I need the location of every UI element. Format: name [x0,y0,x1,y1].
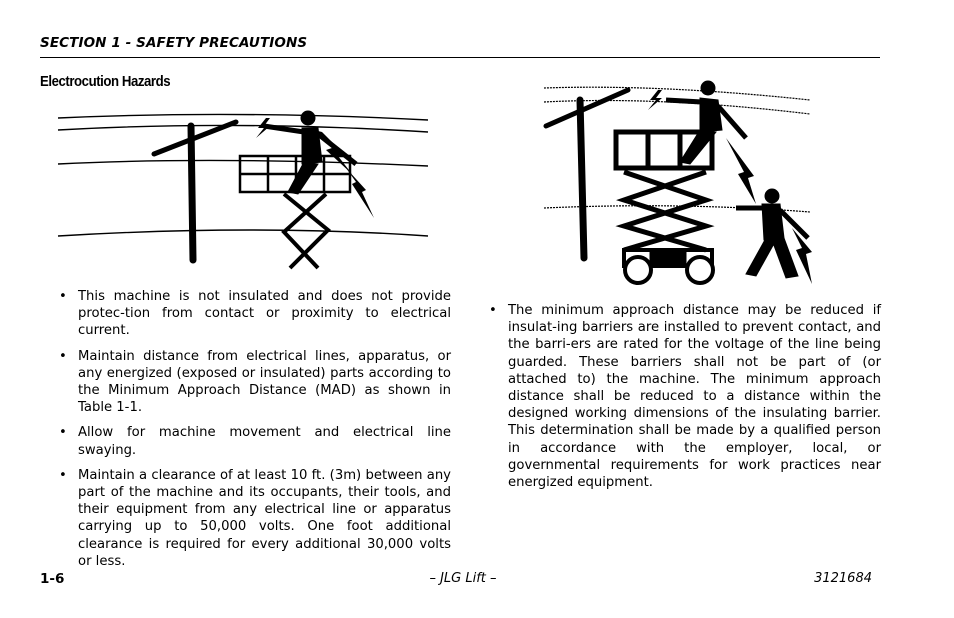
list-item: • This machine is not insulated and does not provide protec-tion from contact or proximity to electrical current. [67,288,451,340]
list-item: • Maintain distance from electrical lines, apparatus, or any energized (exposed or insulated) parts according to the Minimum Approach Distance (MAD) as shown in Table 1-1. [67,348,451,417]
section-title: SECTION 1 - SAFETY PRECAUTIONS [40,35,308,51]
subheading-electrocution-hazards: Electrocution Hazards [40,73,171,90]
electrocution-boom-lift-illustration-icon [56,104,430,272]
document-number: 3121684 [814,571,872,586]
page-number: 1-6 [40,571,65,587]
footer-brand: – JLG Lift – [429,571,497,586]
list-item: • The minimum approach distance may be reduced if insulat-ing barriers are installed to prevent contact, and the barri-ers are rated for the voltage of the line being guarded. These barriers shall not be part of (or attached to) the machine. The minimum approach distance shall be reduced to a distance within the designed working dimensions of the insulating barrier. This determination shall be made by a qualified person in accordance with the employer, local, or governmental requirements for work practices near energized equipment. [497,302,881,491]
right-bullet-list [497,302,881,499]
electrocution-scissor-lift-illustration-icon [540,78,818,290]
left-bullet-list [67,288,451,578]
list-item: • Allow for machine movement and electrical line swaying. [67,424,451,458]
header-rule [40,57,880,58]
list-item: • Maintain a clearance of at least 10 ft. (3m) between any part of the machine and its occupants, their tools, and their equipment from any electrical line or apparatus carrying up to 50,000 volts. One foot additional clearance is required for every additional 30,000 volts or less. [67,467,451,570]
